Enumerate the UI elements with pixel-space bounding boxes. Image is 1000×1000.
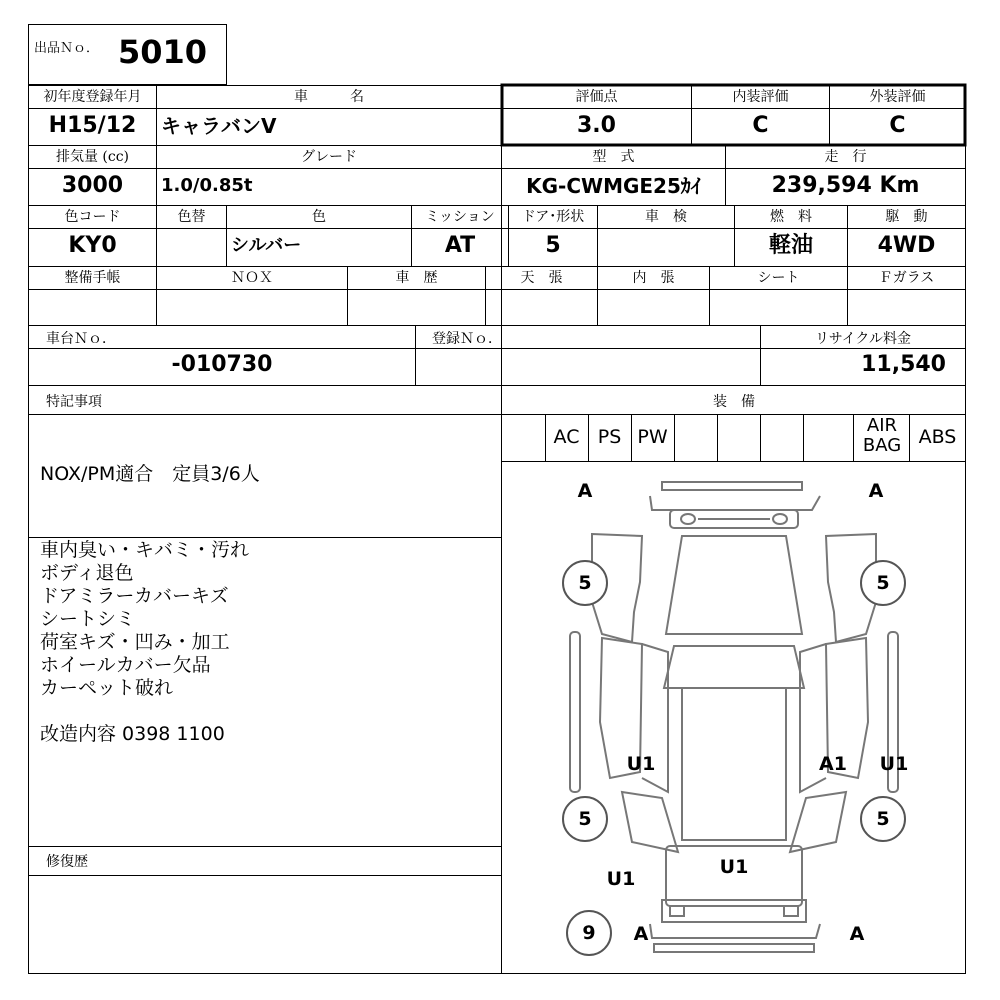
lot-label: 出品Ｎｏ． bbox=[34, 41, 100, 56]
notes-label: 特記事項 bbox=[46, 394, 102, 410]
repair-label: 修復歴 bbox=[46, 854, 88, 870]
notes-item: ボディ退色 bbox=[40, 562, 134, 584]
mark-left-side: U1 bbox=[626, 753, 656, 775]
notes-item: シートシミ bbox=[40, 608, 136, 630]
glass-label: Ｆガラス bbox=[878, 270, 935, 286]
score-value: 3.0 bbox=[577, 113, 616, 138]
car-name-value: キャラバンV bbox=[161, 114, 277, 138]
doors-value: 5 bbox=[545, 233, 561, 258]
notes-item: 車内臭い・キバミ・汚れ bbox=[40, 539, 250, 561]
mark-front-left: A bbox=[577, 480, 593, 502]
inspection-label: 車 検 bbox=[645, 209, 687, 225]
grade-label: グレード bbox=[301, 149, 357, 165]
first-reg-value: H15/12 bbox=[48, 113, 137, 138]
tire-rear-right: 5 bbox=[860, 796, 906, 842]
mark-rear-door: U1 bbox=[719, 856, 749, 878]
fuel-label: 燃 料 bbox=[770, 209, 812, 225]
equipment-label: 装 備 bbox=[713, 394, 755, 410]
mark-rear-right-corner: A bbox=[849, 923, 865, 945]
equipment-abs: ABS bbox=[918, 426, 957, 448]
tire-rear-left: 5 bbox=[562, 796, 608, 842]
notes-mod: 改造内容 0398 1100 bbox=[40, 723, 225, 745]
notes-item: カーペット破れ bbox=[40, 677, 174, 699]
nox-label: ＮＯＸ bbox=[231, 270, 273, 286]
exterior-value: C bbox=[889, 113, 906, 138]
car-name-label: 車 名 bbox=[294, 89, 364, 105]
service-book-label: 整備手帳 bbox=[64, 270, 121, 286]
car-diagram bbox=[502, 462, 966, 973]
roof-label: 天 張 bbox=[520, 270, 563, 286]
recycle-value: 11,540 bbox=[861, 352, 946, 377]
grade-value: 1.0/0.85t bbox=[161, 175, 253, 196]
notes-item: 荷室キズ・凹み・加工 bbox=[40, 631, 230, 653]
equipment-airbag: AIR BAG bbox=[862, 415, 902, 456]
mission-value: AT bbox=[444, 233, 476, 258]
fuel-value: 軽油 bbox=[768, 233, 813, 258]
interior-label: 内装評価 bbox=[732, 89, 789, 105]
displacement-label: 排気量 (cc) bbox=[55, 149, 130, 165]
drive-label: 駆 動 bbox=[885, 209, 928, 225]
reg-no-label: 登録Ｎｏ． bbox=[432, 331, 502, 347]
notes-item: ドアミラーカバーキズ bbox=[40, 585, 229, 607]
mark-rear-left: U1 bbox=[606, 868, 636, 890]
equipment-ac: AC bbox=[553, 426, 580, 448]
doors-label: ドア･形状 bbox=[521, 209, 585, 225]
first-reg-label: 初年度登録年月 bbox=[43, 89, 142, 105]
mileage-value: 239,594 Km bbox=[771, 173, 920, 198]
color-code-value: KY0 bbox=[68, 233, 117, 258]
tire-front-right: 5 bbox=[860, 560, 906, 606]
recycle-label: リサイクル料金 bbox=[814, 331, 912, 347]
notes-line-1: NOX/PM適合 定員3/6人 bbox=[40, 463, 260, 485]
color-code-label: 色コード bbox=[64, 209, 121, 225]
chassis-label: 車台Ｎｏ． bbox=[46, 331, 116, 347]
lot-number: 5010 bbox=[118, 33, 208, 71]
equipment-pw: PW bbox=[637, 426, 668, 448]
score-label: 評価点 bbox=[575, 89, 618, 105]
mark-front-right: A bbox=[868, 480, 884, 502]
drive-value: 4WD bbox=[877, 233, 936, 258]
mark-right-side-a: A1 bbox=[819, 753, 847, 775]
color-label: 色 bbox=[312, 209, 326, 225]
exterior-label: 外装評価 bbox=[869, 89, 926, 105]
color-value: シルバー bbox=[231, 235, 302, 256]
mission-label: ミッション bbox=[425, 209, 495, 225]
model-value: KG-CWMGE25ｶｲ bbox=[526, 174, 701, 198]
equipment-ps: PS bbox=[597, 426, 622, 448]
notes-item: ホイールカバー欠品 bbox=[40, 654, 211, 676]
mileage-label: 走 行 bbox=[824, 149, 867, 165]
interior-value: C bbox=[752, 113, 769, 138]
displacement-value: 3000 bbox=[61, 173, 124, 198]
mark-right-side-u: U1 bbox=[879, 753, 909, 775]
mark-rear-left-corner: A bbox=[633, 923, 649, 945]
seat-label: シート bbox=[757, 270, 800, 286]
model-label: 型 式 bbox=[592, 149, 635, 165]
tire-front-left: 5 bbox=[562, 560, 608, 606]
color-change-label: 色替 bbox=[177, 209, 206, 225]
history-label: 車 歴 bbox=[395, 270, 438, 286]
spare-tire: 9 bbox=[566, 910, 612, 956]
chassis-value: -010730 bbox=[171, 352, 273, 377]
interior-trim-label: 内 張 bbox=[632, 270, 675, 286]
